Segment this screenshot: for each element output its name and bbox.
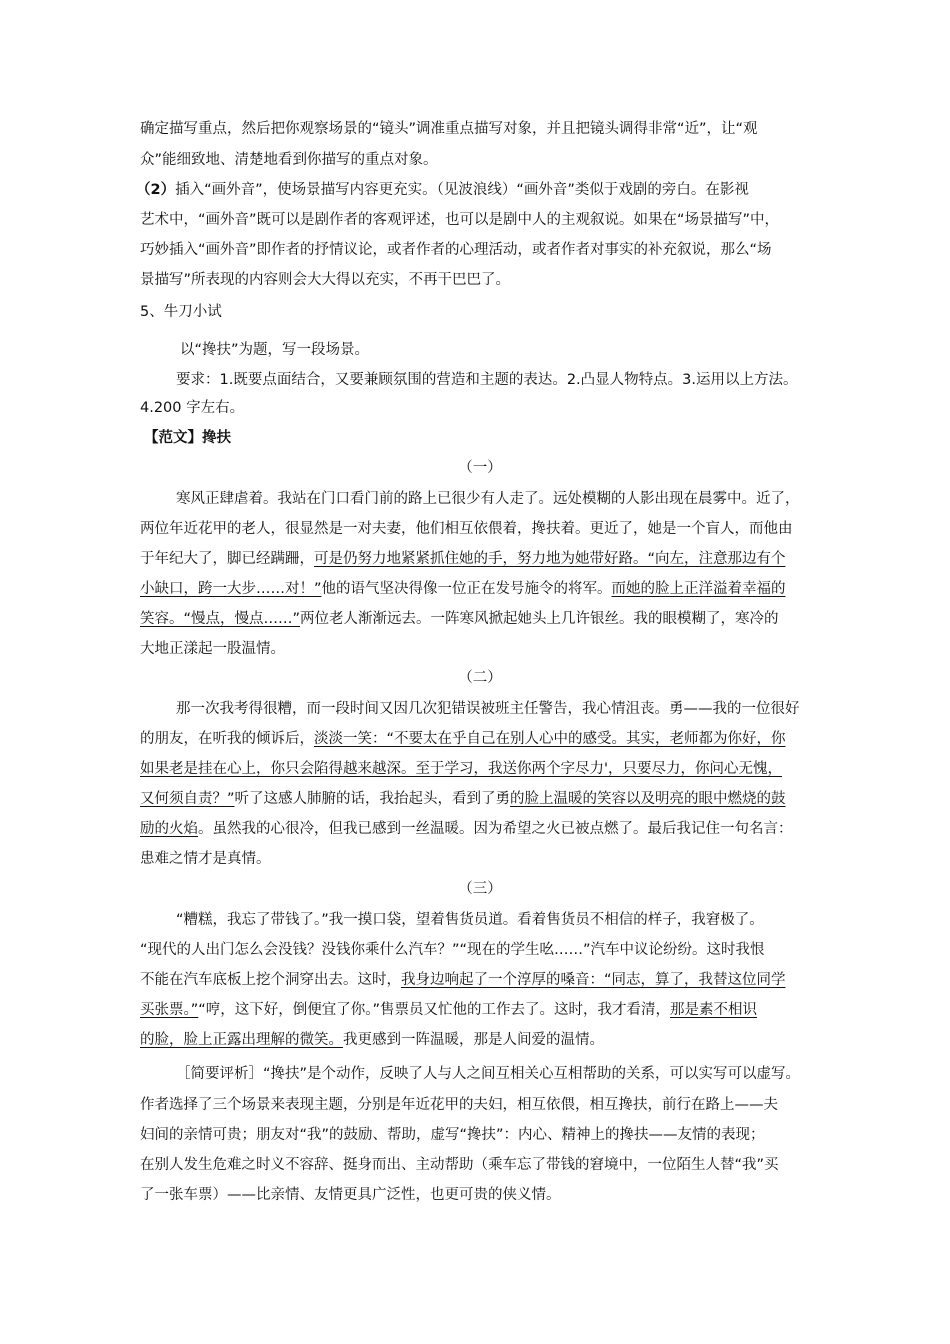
paragraph-line: 大地正漾起一股温情。: [140, 641, 285, 657]
paragraph-line: 确定描写重点，然后把你观察场景的“镜头”调准重点描写对象，并且把镜头调得非常“近”，让“观: [140, 121, 758, 137]
paragraph-line: 患难之情才是真情。: [140, 851, 271, 867]
analysis-line: 作者选择了三个场景来表现主题，分别是年近花甲的夫妇，相互依偎，相互搀扶，前行在路上——夫: [140, 1097, 778, 1113]
paragraph-line: 艺术中，“画外音”既可以是剧作者的客观评述，也可以是剧中人的主观叙说。如果在“场景描写”中，: [140, 212, 780, 228]
underlined-text: 可是仍努力地紧紧抓住她的手，努力地为她带好路。“向左，注意那边有个: [314, 551, 786, 567]
paragraph-line: 巧妙插入“画外音”即作者的抒情议论，或者作者的心理活动，或者作者对事实的补充叙说，那么“场: [140, 242, 772, 258]
paragraph-line: 景描写”所表现的内容则会大大得以充实，不再干巴巴了。: [140, 272, 511, 288]
analysis-line: 妇间的亲情可贵；朋友对“我”的鼓励、帮助，虚写“搀扶”：内心、精神上的搀扶——友情的表现；: [140, 1127, 765, 1143]
underlined-text: 买张票。”: [140, 1002, 199, 1018]
paragraph-line: 买张票。”“哼，这下好，倒便宜了你。”售票员又忙他的工作去了。这时，我才看清，那是素不相识: [140, 1002, 758, 1018]
paragraph-line: “现代的人出门怎么会没钱？没钱你乘什么汽车？”“现在的学生吆……”汽车中议论纷纷。这时我恨: [140, 942, 765, 958]
underlined-text: 淡淡一笑：“不要太在乎自己在别人心中的感受。其实，老师都为你好，你: [314, 731, 786, 747]
underlined-text: “慢点，慢点……”: [183, 611, 301, 627]
underlined-text: 又何须自责？”: [140, 791, 235, 807]
point-2-label: （2）: [136, 182, 176, 198]
paragraph-line: 不能在汽车底板上挖个洞穿出去。这时，我身边响起了一个淳厚的嗓音：“同志，算了，我替这位同学: [140, 972, 786, 988]
underlined-text: 的脸上温暖的笑容以及明亮的眼中燃烧的鼓: [510, 791, 786, 807]
paragraph-line: 的朋友，在听我的倾诉后，淡淡一笑：“不要太在乎自己在别人心中的感受。其实，老师都为你好，你: [140, 731, 786, 747]
paragraph-line: 励的火焰。虽然我的心很冷，但我已感到一丝温暖。因为希望之火已被点燃了。最后我记住一句名言：: [140, 821, 793, 837]
part-number: （二）: [458, 670, 502, 686]
underlined-text: 那是素不相识: [670, 1002, 758, 1018]
part-number: （一）: [458, 460, 502, 476]
analysis-line: ［简要评析］“搀扶”是个动作，反映了人与人之间互相关心互相帮助的关系，可以实写可以虚写。: [176, 1066, 801, 1082]
paragraph-line: 那一次我考得很糟，而一段时间又因几次犯错误被班主任警告，我心情沮丧。勇——我的一位很好: [176, 701, 800, 717]
paragraph-line: 两位年近花甲的老人，很显然是一对夫妻，他们相互依偎着，搀扶着。更近了，她是一个盲人，而他由: [140, 521, 793, 537]
paragraph-line: 小缺口，跨一大步……对！”他的语气坚决得像一位正在发号施令的将军。而她的脸上正洋溢着幸福的: [140, 581, 786, 597]
underlined-text: 小缺口，跨一大步……对！”: [140, 581, 322, 597]
exercise-requirements-cont: 4.200 字左右。: [140, 400, 245, 416]
paragraph-line: 众”能细致地、清楚地看到你描写的重点对象。: [140, 152, 438, 168]
analysis-line: 在别人发生危难之时义不容辞、挺身而出、主动帮助（乘车忘了带钱的窘境中，一位陌生人替“我”买: [140, 1157, 779, 1173]
underlined-text: 我身边响起了一个淳厚的嗓音：“同志，算了，我替这位同学: [401, 972, 786, 988]
paragraph-line: 又何须自责？”听了这感人肺腑的话，我抬起头，看到了勇的脸上温暖的笑容以及明亮的眼中燃烧的鼓: [140, 791, 786, 807]
underlined-text: 而她的脸上正洋溢着幸福的: [611, 581, 786, 597]
paragraph-line: 寒风正肆虐着。我站在门口看门前的路上已很少有人走了。远处模糊的人影出现在晨雾中。近了，: [176, 491, 800, 507]
part-number: （三）: [458, 881, 502, 897]
paragraph-line: 于年纪大了，脚已经蹒跚，可是仍努力地紧紧抓住她的手，努力地为她带好路。“向左，注意那边有个: [140, 551, 786, 567]
analysis-line: 了一张车票）——比亲情、友情更具广泛性，也更可贵的侠义情。: [140, 1187, 561, 1203]
paragraph-line: “糟糕，我忘了带钱了。”我一摸口袋，望着售货员道。看着售货员不相信的样子，我窘极了。: [176, 912, 764, 928]
underlined-text: 笑容。: [140, 611, 184, 627]
paragraph-line: [140, 759, 820, 779]
underlined-text: 如果老是挂在心上，你只会陷得越来越深。至于学习，我送你两个字尽力'，只要尽力，你问心无愧，: [140, 761, 782, 777]
underlined-text: 的脸，脸上正露出理解的微笑。: [140, 1032, 343, 1048]
paragraph-line: 笑容。“慢点，慢点……”两位老人渐渐远去。一阵寒风掀起她头上几许银丝。我的眼模糊了，寒冷的: [140, 611, 779, 627]
exercise-requirements: 要求：1.既要点面结合，又要兼顾氛围的营造和主题的表达。2.凸显人物特点。3.运用以上方法。: [176, 372, 798, 388]
paragraph-line: 的脸，脸上正露出理解的微笑。我更感到一阵温暖，那是人间爱的温情。: [140, 1032, 604, 1048]
point-2-line: （2）插入“画外音”，使场景描写内容更充实。（见波浪线）“画外音”类似于戏剧的旁白。在影视: [136, 182, 749, 198]
exercise-prompt: 以“搀扶”为题，写一段场景。: [180, 342, 370, 358]
underlined-text: 励的火焰: [140, 821, 198, 837]
model-essay-title: 【范文】搀扶: [144, 430, 231, 446]
section-heading: 5、牛刀小试: [140, 304, 222, 320]
